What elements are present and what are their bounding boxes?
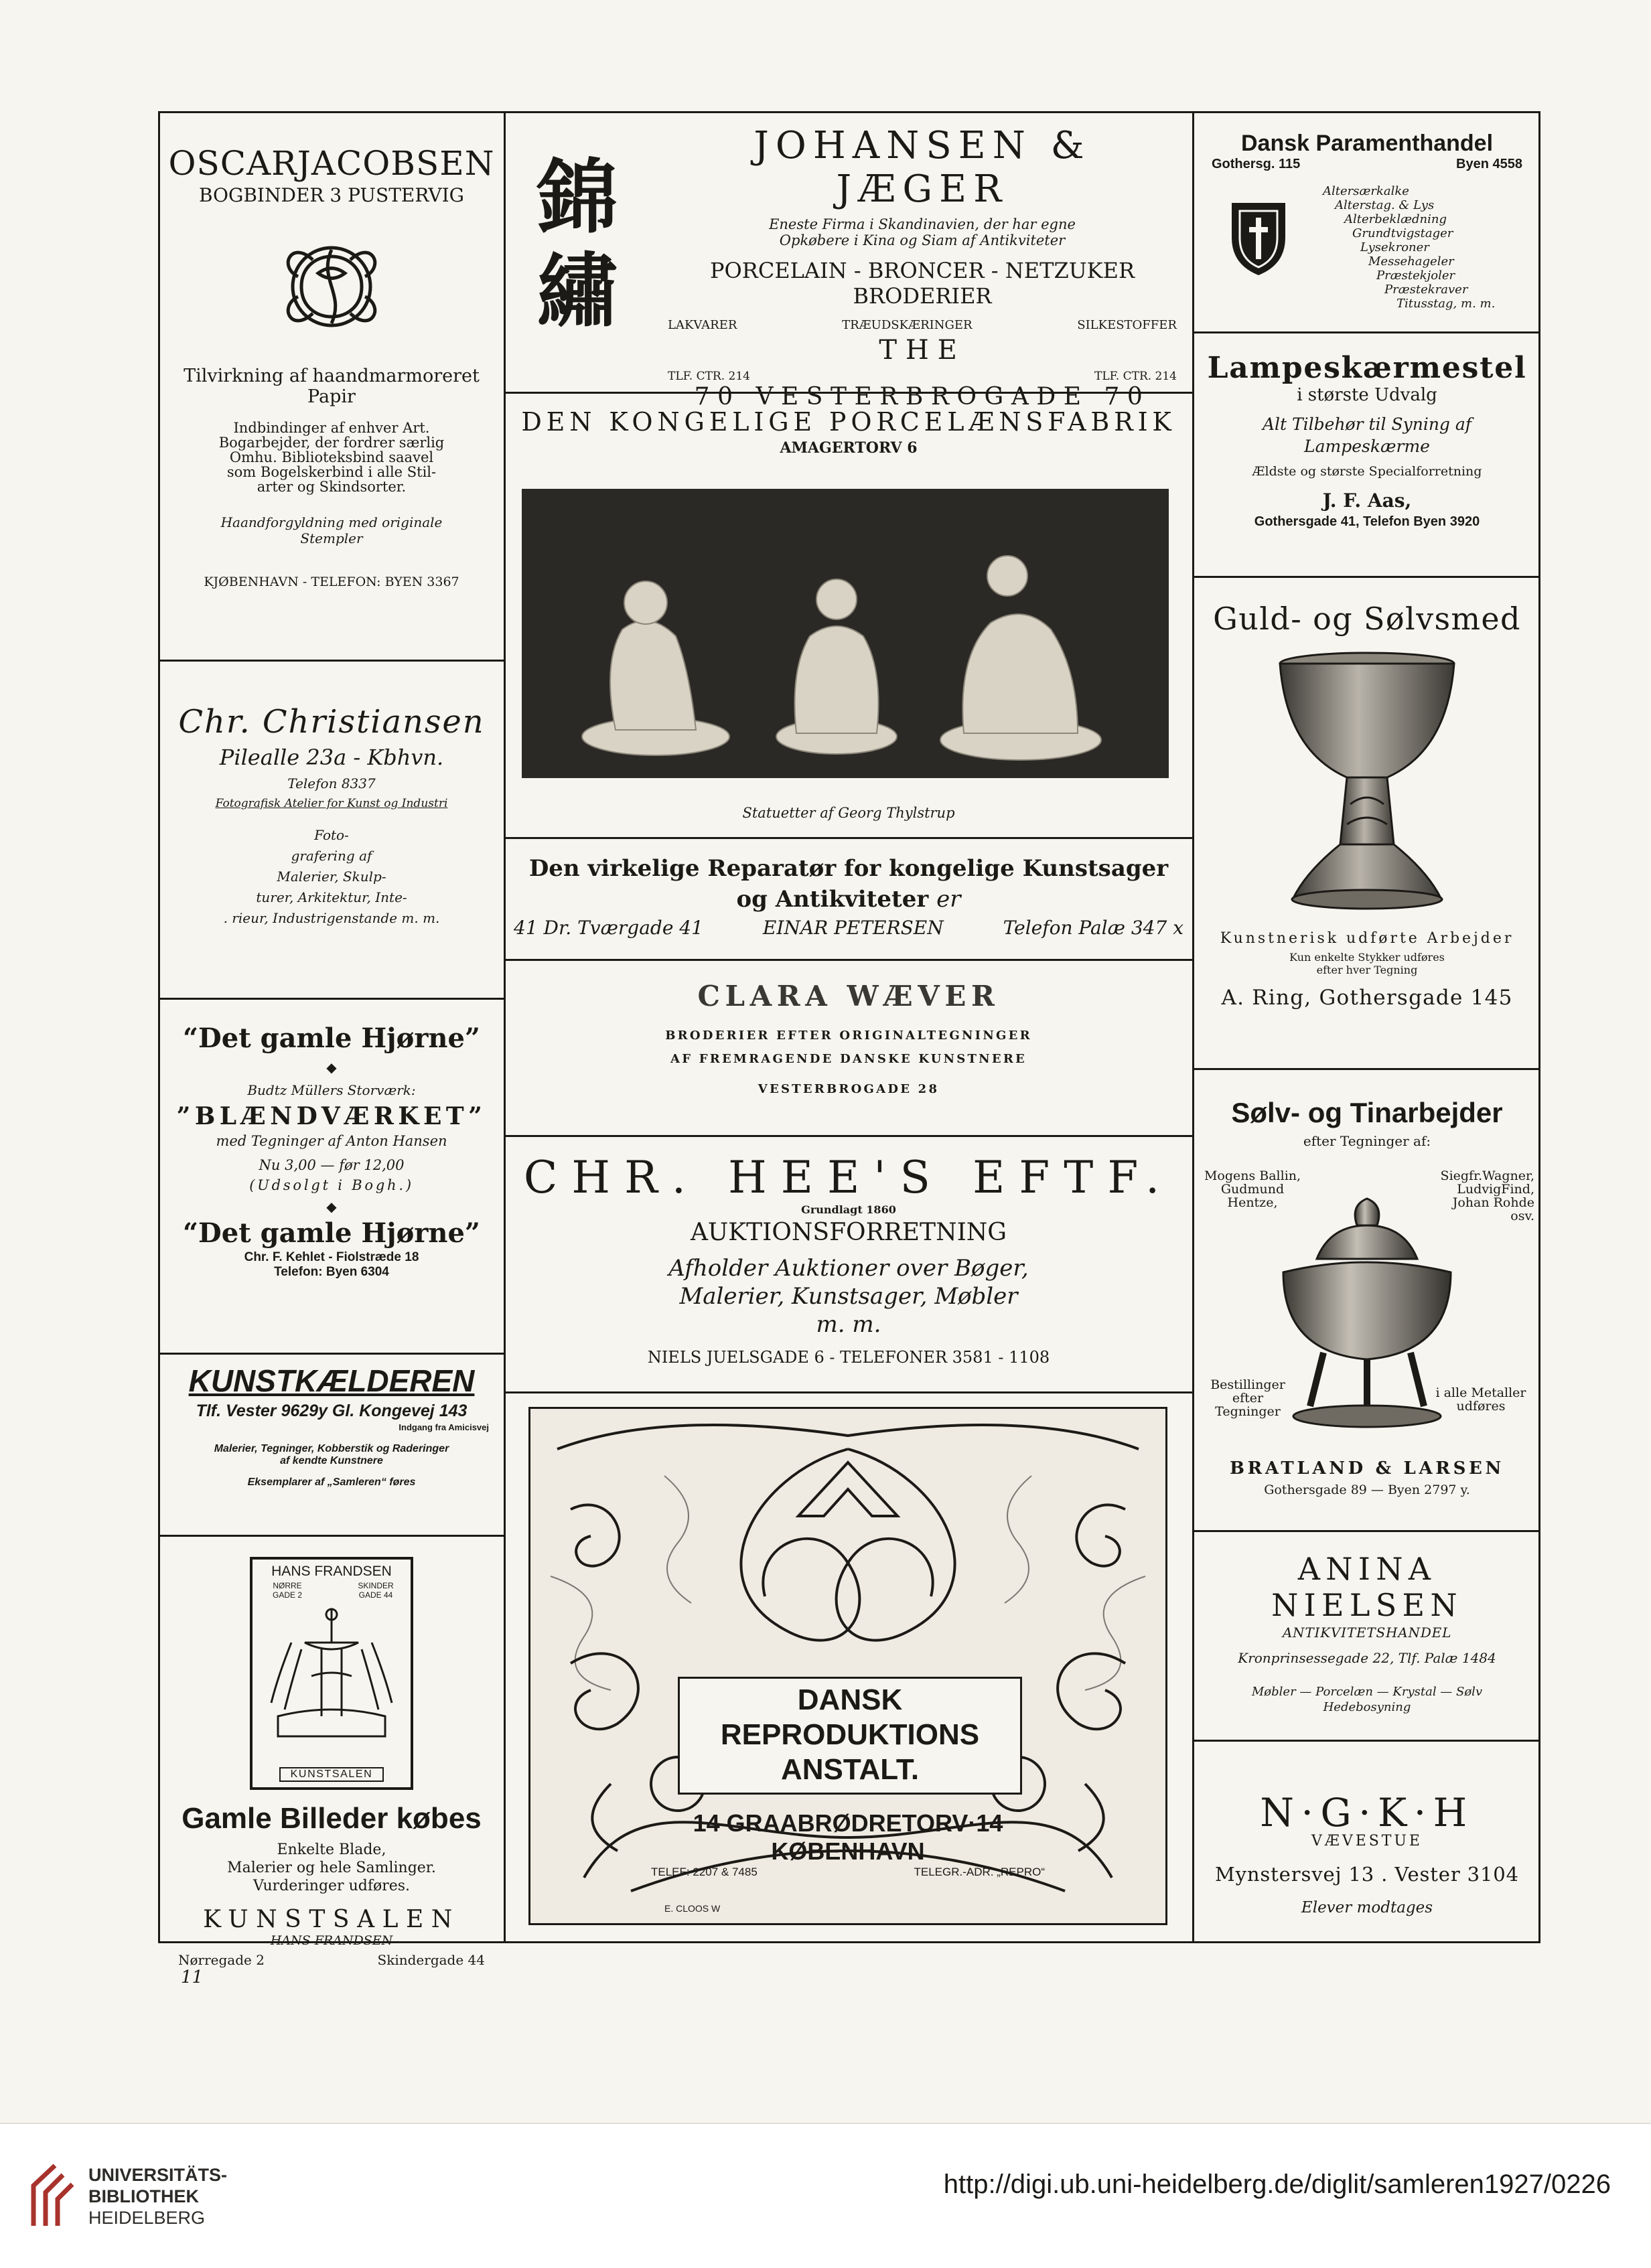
description: Kunstnerisk udførte Arbejder [1220,930,1514,947]
banner-line: ANSTALT. [780,1753,920,1786]
separator [1192,1068,1540,1070]
sign-footer: KUNSTSALEN [279,1767,384,1782]
chinese-character: 錦 [537,150,618,244]
kunstsalen-sign-illustration [250,1557,413,1790]
diamond-ornament-icon: ◆ [326,1199,337,1215]
owner: A. Ring, Gothersgade 145 [1221,986,1513,1010]
advertiser-name: ANINA NIELSEN [1271,1551,1463,1623]
description: Kun enkelte Stykker udføres [1289,951,1445,964]
owner: EINAR PETERSEN [762,917,944,939]
logo: N·G·K·H [1260,1790,1474,1835]
library-name-line: UNIVERSITÄTS- [88,2165,228,2185]
library-name-line: HEIDELBERG [88,2208,206,2228]
description: Papir [307,386,356,407]
headline: Den virkelige Reparatør for kongelige Kunstsager [528,855,1169,882]
address: Mynstersvej 13 . Vester 3104 [1215,1863,1519,1886]
body-line: arter og Skindsorter. [257,479,407,495]
separator [504,837,1194,839]
separator [1192,576,1540,578]
subtitle: ANTIKVITETSHANDEL [1282,1624,1452,1641]
diamond-ornament-icon: ◆ [326,1059,337,1075]
body-line: turer, Arkitektur, Inte- [256,889,407,905]
artist: Siegfr.Wagner, [1440,1168,1534,1183]
source-url-link[interactable]: http://digi.ub.uni-heidelberg.de/diglit/samleren1927/0226 [943,2170,1611,2199]
separator [1192,1530,1540,1532]
headline [507,886,1190,913]
subtitle: i største Udvalg [1297,385,1437,405]
address: Kronprinsessegade 22, Tlf. Palæ 1484 [1238,1650,1496,1666]
collect-note: Eksemplarer af „Samleren“ føres [247,1477,416,1488]
sign-left: NØRRE GADE 2 [272,1581,302,1600]
library-name-line: BIBLIOTHEK [88,2186,199,2206]
ad-clara-waever [507,962,1190,1134]
body-line: grafering af [291,848,372,864]
separator [504,1135,1194,1137]
phone-right: TLF. CTR. 214 [1094,370,1177,383]
brand: KUNSTSALEN [203,1906,460,1933]
address-left: Nørregade 2 [178,1952,265,1968]
item: Messehageler [1368,254,1454,269]
ad-kunstsalen-frandsen [161,1538,502,1968]
advertiser-name: Guld- og Sølvsmed [1213,601,1521,637]
logo-sub: VÆVESTUE [1311,1833,1423,1849]
advertiser-name: CLARA WÆVER [697,980,1000,1012]
separator [158,1353,505,1355]
separator [1192,331,1540,333]
tagline: Opkøbere i Kina og Siam af Antikviteter [779,232,1066,248]
body-line: Foto- [314,827,349,843]
students: Elever modtages [1301,1899,1433,1916]
shop-name: “Det gamle Hjørne” [183,1217,480,1249]
description: efter hver Tegning [1316,964,1418,976]
ad-kunstkaelderen [161,1356,502,1533]
goods: PORCELAIN - BRONCER - NETZUKER [709,258,1135,283]
address: Gothersg. 115 [1212,157,1301,171]
separator [504,1391,1194,1393]
column-divider-right [1192,111,1194,1943]
body-line: Malerier og hele Samlinger. [227,1860,436,1876]
description: Tilvirkning af haandmarmoreret [184,366,480,386]
banner-line: DANSK [797,1683,903,1716]
ad-lampeskaermestel [1196,335,1538,575]
chinese-character: 繡 [537,244,618,338]
address: 70 VESTERBROGADE 70 [694,383,1151,410]
item: Lysekroner [1360,240,1429,254]
ad-ngkh-vaevestue [1196,1743,1538,1942]
contact-footer: NIELS JUELSGADE 6 - TELEFONER 3581 - 1108 [647,1348,1050,1367]
firm-name: BRATLAND & LARSEN [1229,1458,1504,1479]
banner-line: REPRODUKTIONS [720,1718,980,1751]
art-nouveau-poster [528,1407,1167,1925]
ad-guld-og-solvsmed [1196,579,1538,1067]
artist-signature: E. CLOOS W [664,1903,721,1914]
address: BOGBINDER 3 PUSTERVIG [198,184,465,206]
body-line: Omhu. Biblioteksbind saavel [229,449,434,465]
body-line: BRODERIER EFTER ORIGINALTEGNINGER [665,1029,1032,1043]
separator [158,998,505,1000]
statuettes-photograph [522,489,1169,778]
university-library-logo-icon [28,2159,82,2233]
item: Præstekjoler [1376,269,1455,283]
poster-city: KØBENHAVN [771,1837,925,1865]
ad-einar-petersen [507,840,1190,958]
address: Pilealle 23a - Kbhvn. [219,745,444,770]
tea: THE [879,335,966,366]
ad-anina-nielsen [1196,1533,1538,1738]
headline-text: og Antikviteter [736,886,929,913]
italic-line: Haandforgyldning med originale [220,514,443,530]
body-line: Malerier, Kunstsager, Møbler [679,1283,1018,1310]
body-line: som Bogelskerbind i alle Stil- [226,464,437,480]
body-line: Vurderinger udføres. [253,1878,411,1894]
advertiser-name: CHR. HEE'S EFTF. [523,1152,1174,1203]
page-number: 11 [181,1967,204,1987]
artist: LudvigFind, [1457,1182,1534,1197]
ad-chr-hees-eftf [507,1138,1190,1390]
ad-dansk-paramenthandel [1196,117,1538,330]
owner: HANS FRANDSEN [270,1933,393,1948]
address: VESTERBROGADE 28 [758,1082,940,1096]
body-line: Bogarbejder, der fordrer særlig [218,435,445,451]
order-note: i alle Metaller [1435,1385,1526,1400]
ad-oscar-jacobsen [161,117,502,658]
phone: Telefon: Byen 6304 [274,1265,389,1279]
sign-title: HANS FRANDSEN [271,1564,392,1579]
body-line: Malerier, Skulp- [277,868,386,885]
artist: Johan Rohde [1452,1195,1534,1210]
book-intro: Budtz Müllers Storværk: [247,1082,416,1098]
advertiser-name: Dansk Paramenthandel [1240,131,1494,156]
body-line: Indbindinger af enhver Art. [233,420,430,436]
sign-right: SKINDER GADE 44 [358,1581,394,1600]
goods-small: SILKESTOFFER [1077,318,1177,332]
phone: Byen 4558 [1456,157,1522,171]
address: Chr. F. Kehlet - Fiolstræde 18 [244,1250,419,1264]
order-note: Bestillinger [1210,1377,1285,1392]
italic-line: Lampeskærme [1304,437,1430,456]
item: Alterbeklædning [1344,212,1447,226]
address-right: Skindergade 44 [377,1952,485,1968]
address: 41 Dr. Tværgade 41 [514,917,703,939]
statuettes-illustration-icon [522,489,1169,778]
contact-footer: KJØBENHAVN - TELEFON: BYEN 3367 [204,575,459,589]
body-line: Enkelte Blade, [277,1841,386,1858]
entrance-note: Indgang fra Amicisvej [399,1422,489,1432]
item: Titusstag, m. m. [1396,297,1496,311]
goods-small: LAKVARER [668,318,737,332]
poster-address: 14 GRAABRØDRETORV·14 [693,1809,1003,1837]
body-line: . rieur, Industrigenstande m. m. [223,910,440,926]
book-title: ”BLÆNDVÆRKET” [176,1102,487,1130]
separator [158,1535,505,1537]
ad-solv-og-tinarbejder [1196,1071,1538,1529]
artist: Gudmund [1220,1182,1285,1197]
monogram-ornament-icon [271,226,392,347]
artist: Mogens Ballin, [1204,1168,1301,1183]
address: Tlf. Vester 9629y Gl. Kongevej 143 [196,1402,468,1420]
advertiser-name: OSCARJACOBSEN [168,144,495,183]
item: Præstekraver [1384,283,1468,297]
column-divider-left [504,111,506,1943]
business: AUKTIONSFORRETNING [690,1219,1007,1246]
shop-name: “Det gamle Hjørne” [183,1023,480,1054]
separator [1192,1740,1540,1742]
advertiser-name: Sølv- og Tinarbejder [1231,1097,1503,1128]
photo-caption: Statuetter af Georg Thylstrup [742,805,955,821]
ad-johansen-jaeger [507,117,1190,410]
ad-chr-christiansen [161,663,502,996]
owner: J. F. Aas, [1322,489,1412,512]
artist: Hentze, [1227,1195,1278,1210]
poster-phone: TELEF: 2207 & 7485 [651,1866,758,1878]
address: Gothersgade 89 — Byen 2797 y. [1264,1483,1470,1497]
goods: BRODERIER [853,283,992,309]
headline: Gamle Billeder købes [182,1802,482,1835]
silver-goblet-icon [1267,650,1467,918]
book-sold-note: (Udsolgt i Bogh.) [249,1177,414,1193]
phone: Telefon 8337 [287,775,376,791]
ad-dansk-reproduktions-anstalt [507,1395,1190,1942]
founded: Grundlagt 1860 [801,1203,896,1216]
advertiser-name: Chr. Christiansen [178,703,485,741]
item: Grundtvigstager [1352,226,1453,240]
poster-address-ribbon [611,1809,1085,1890]
advertiser-name: JOHANSEN & JÆGER [753,124,1091,211]
goods: Møbler — Porcelæn — Krystal — Sølv [1251,1685,1483,1699]
cross-shield-icon [1226,198,1291,278]
separator [504,959,1194,961]
atelier-line: Fotografisk Atelier for Kunst og Industri [215,797,448,810]
poster-telegraph: TELEGR.-ADR. „REPRO“ [914,1866,1045,1878]
poster-banner [678,1677,1022,1795]
order-note: udføres [1456,1399,1506,1414]
address: Gothersgade 41, Telefon Byen 3920 [1254,514,1480,529]
body-line: m. m. [816,1311,881,1338]
separator [158,660,505,662]
advertiser-name: Lampeskærmestel [1207,351,1527,385]
ad-det-gamle-hjorne [161,1001,502,1351]
tagline: Eneste Firma i Skandinavien, der har egne [769,216,1076,232]
ad-kongelige-porcelaensfabrik [507,395,1190,835]
item: Altersærkalke [1323,184,1409,198]
italic-line: Stempler [300,530,363,546]
order-note: Tegninger [1215,1404,1281,1419]
library-footer [0,2123,1651,2268]
fountain-icon [265,1602,399,1750]
advertiser-name: DEN KONGELIGE PORCELÆNSFABRIK [521,407,1176,437]
advertiser-name: KUNSTKÆLDEREN [188,1363,475,1398]
body-line: Afholder Auktioner over Bøger, [668,1255,1029,1282]
item: Alterstag. & Lys [1335,198,1435,212]
specialty: Ældste og største Specialforretning [1252,464,1482,479]
body-line: af kendte Kunstnere [280,1455,383,1466]
body-line: AF FREMRAGENDE DANSKE KUNSTNERE [670,1052,1027,1066]
subtitle: efter Tegninger af: [1303,1133,1431,1149]
book-price: Nu 3,00 — før 12,00 [259,1157,405,1173]
book-illustrator: med Tegninger af Anton Hansen [216,1133,447,1149]
goods-small: TRÆUDSKÆRINGER [842,318,973,332]
phone: Telefon Palæ 347 x [1003,917,1183,939]
italic-line: Alt Tilbehør til Syning af [1262,414,1472,434]
body-line: Malerier, Tegninger, Kobberstik og Raderinger [214,1443,449,1454]
artist: osv. [1510,1209,1534,1223]
phone-left: TLF. CTR. 214 [668,370,750,383]
headline-er: er [936,886,961,913]
order-note: efter [1232,1391,1264,1406]
goods: Hedebosyning [1323,1700,1411,1714]
address: AMAGERTORV 6 [780,439,918,457]
